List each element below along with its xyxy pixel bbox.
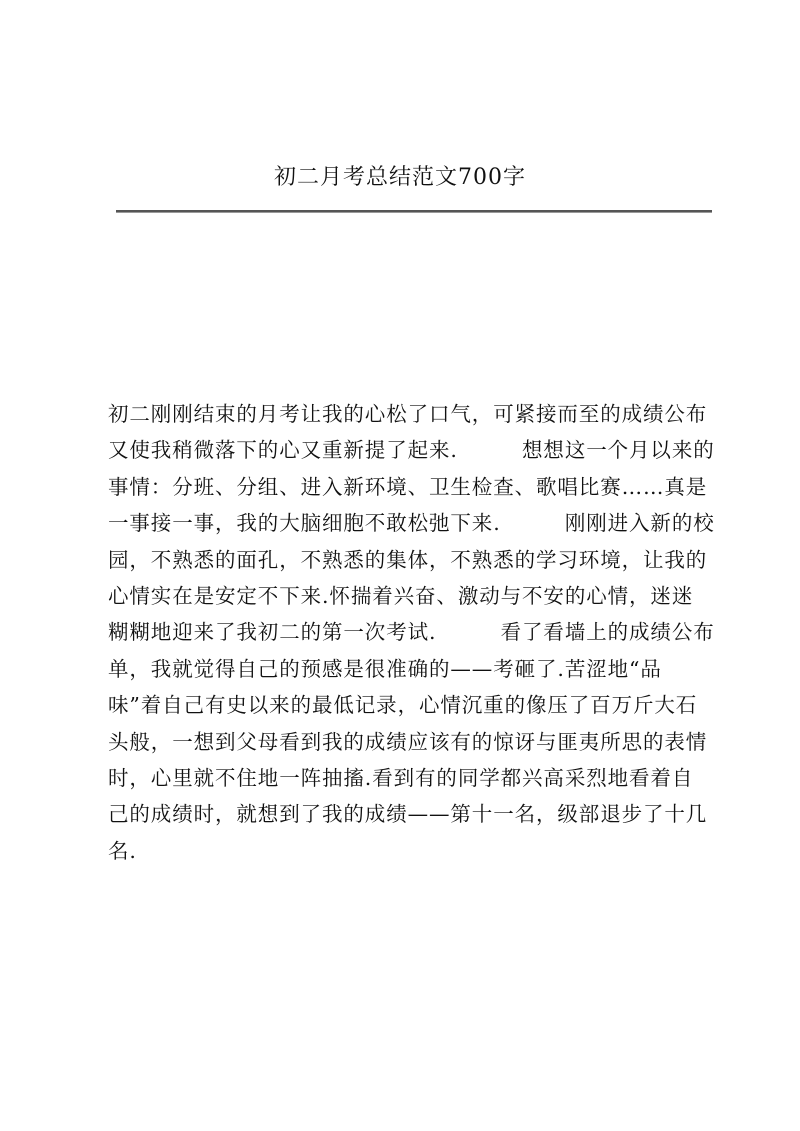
body-line: 时，心里就不住地一阵抽搐.看到有的同学都兴高采烈地看着自 [108,765,694,790]
body-line: 头般，一想到父母看到我的成绩应该有的惊讶与匪夷所思的表情 [108,729,708,754]
body-line: 又使我稍微落下的心又重新提了起来. 想想这一个月以来的 [108,438,715,463]
title-divider [116,210,712,213]
body-line: 名. [108,838,137,863]
document-title: 初二月考总结范文700字 [274,165,526,190]
body-line: 糊糊地迎来了我初二的第一次考试. 看了看墙上的成绩公布 [108,620,715,645]
body-line: 单，我就觉得自己的预感是很准确的——考砸了.苦涩地“品 [108,656,662,681]
body-line: 一事接一事，我的大脑细胞不敢松弛下来. 刚刚进入新的校 [108,511,715,536]
body-line: 己的成绩时，就想到了我的成绩——第十一名，级部退步了十几 [108,802,708,827]
body-line: 初二刚刚结束的月考让我的心松了口气，可紧接而至的成绩公布 [108,402,708,426]
body-line: 园，不熟悉的面孔，不熟悉的集体，不熟悉的学习环境，让我的 [108,547,708,572]
body-line: 心情实在是安定不下来.怀揣着兴奋、激动与不安的心情，迷迷 [108,583,694,608]
body-line: 味”着自己有史以来的最低记录，心情沉重的像压了百万斤大石 [108,693,698,718]
document-body [108,396,715,869]
body-line: 事情：分班、分组、进入新环境、卫生检查、歌唱比赛……真是 [108,474,708,499]
